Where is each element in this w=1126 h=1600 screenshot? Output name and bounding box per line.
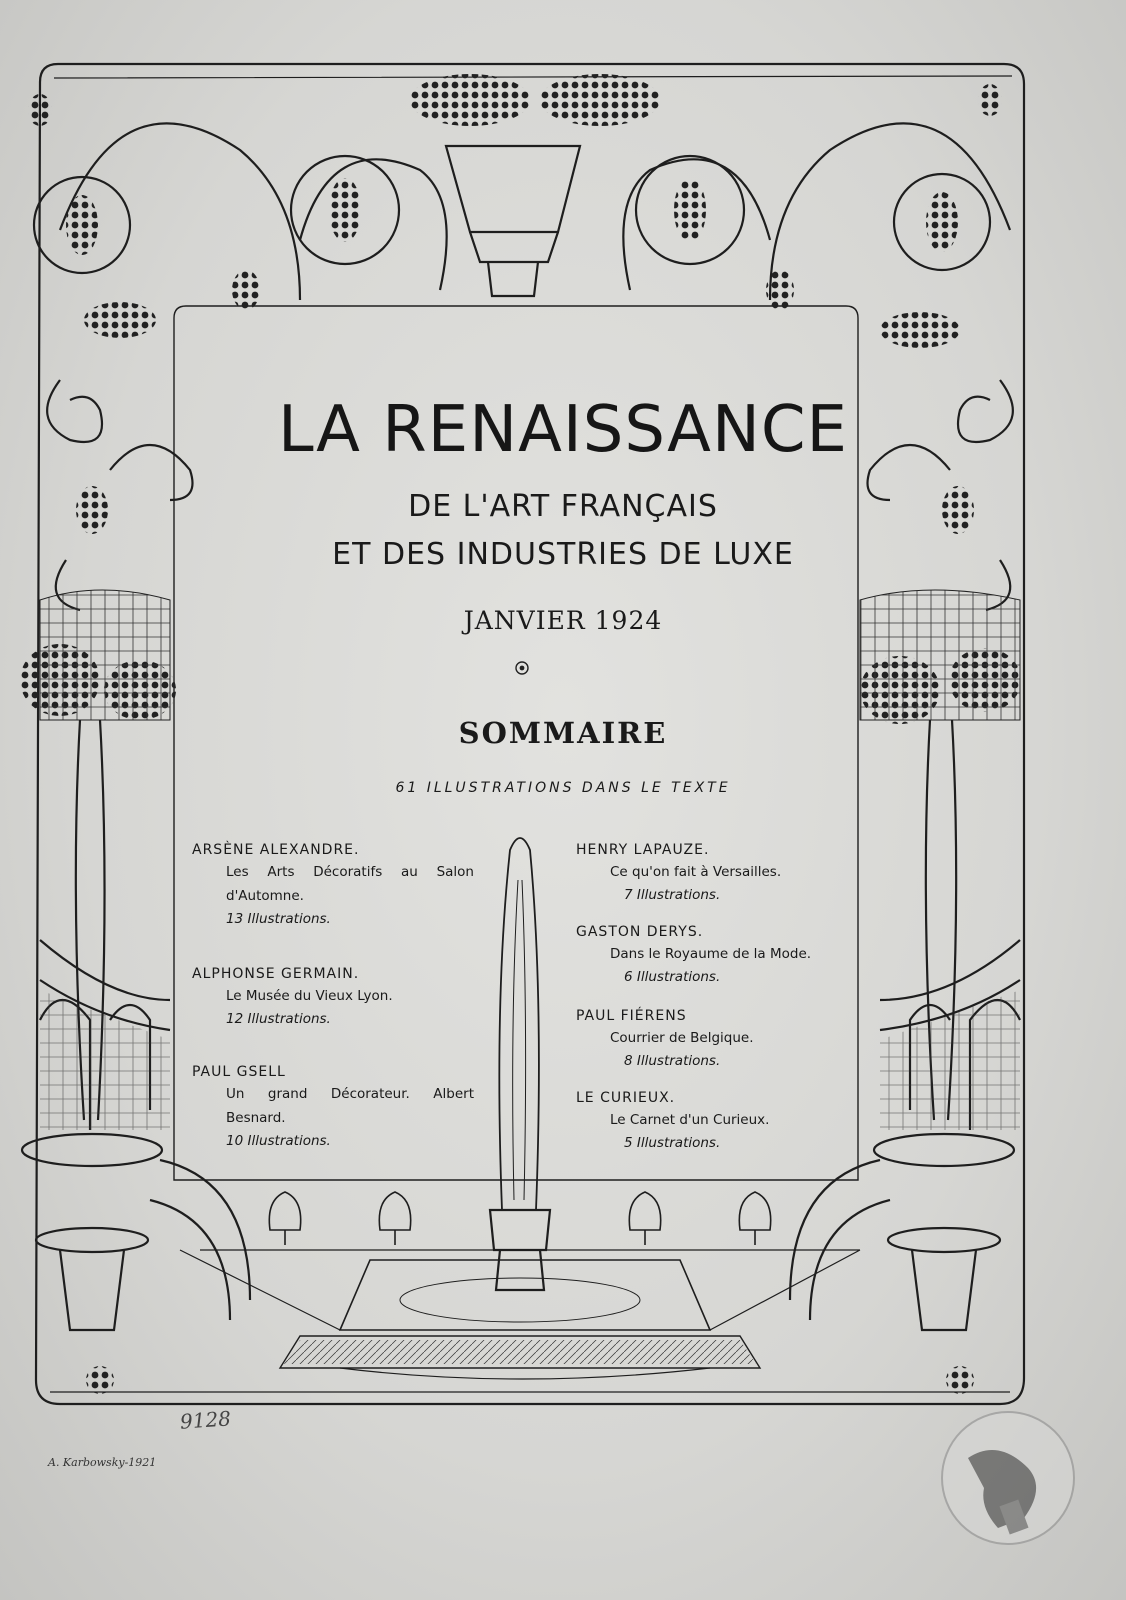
toc-illustration-count: 10 Illustrations. — [226, 1133, 331, 1149]
toc-entry — [576, 1088, 769, 1154]
toc-article-title: Ce qu'on fait à Versailles. — [610, 864, 782, 880]
toc-entry — [576, 922, 811, 988]
toc-author: LE CURIEUX. — [576, 1090, 676, 1106]
contents-heading: SOMMAIRE — [458, 716, 668, 750]
magazine-subtitle-line-2: ET DES INDUSTRIES DE LUXE — [332, 537, 794, 572]
issue-date: JANVIER 1924 — [463, 606, 663, 635]
toc-article-title: Dans le Royaume de la Mode. — [610, 946, 812, 962]
toc-article-title: Le Musée du Vieux Lyon. — [226, 988, 393, 1004]
toc-author: GASTON DERYS. — [576, 924, 704, 940]
toc-illustration-count: 13 Illustrations. — [226, 911, 331, 927]
toc-illustration-count: 5 Illustrations. — [624, 1135, 721, 1151]
toc-entry — [576, 840, 781, 906]
toc-article-title: Un grand Décorateur. Albert Besnard. — [226, 1086, 474, 1126]
toc-author: HENRY LAPAUZE. — [576, 842, 710, 858]
toc-illustration-count: 6 Illustrations. — [624, 969, 721, 985]
magazine-subtitle-line-1: DE L'ART FRANÇAIS — [408, 489, 718, 524]
rosette-ornament-icon — [514, 660, 530, 676]
toc-entry — [192, 1062, 474, 1152]
toc-entry — [192, 964, 474, 1030]
toc-illustration-count: 7 Illustrations. — [624, 887, 721, 903]
toc-illustration-count: 8 Illustrations. — [624, 1053, 721, 1069]
toc-article-title: Les Arts Décoratifs au Salon d'Automne. — [226, 864, 474, 904]
artist-signature: A. Karbowsky-1921 — [48, 1456, 157, 1469]
toc-author: ALPHONSE GERMAIN. — [192, 966, 360, 982]
toc-entry — [192, 840, 474, 930]
toc-article-title: Courrier de Belgique. — [610, 1030, 754, 1046]
toc-illustration-count: 12 Illustrations. — [226, 1011, 331, 1027]
magazine-title: LA RENAISSANCE — [278, 393, 848, 467]
toc-author: ARSÈNE ALEXANDRE. — [192, 842, 360, 858]
toc-author: PAUL FIÉRENS — [576, 1008, 687, 1024]
toc-author: PAUL GSELL — [192, 1064, 286, 1080]
illustrations-total: 61 ILLUSTRATIONS DANS LE TEXTE — [395, 780, 731, 796]
library-stamp-watermark-icon — [928, 1398, 1088, 1558]
toc-entry — [576, 1006, 754, 1072]
toc-article-title: Le Carnet d'un Curieux. — [610, 1112, 770, 1128]
library-shelfmark: 9128 — [179, 1406, 232, 1434]
